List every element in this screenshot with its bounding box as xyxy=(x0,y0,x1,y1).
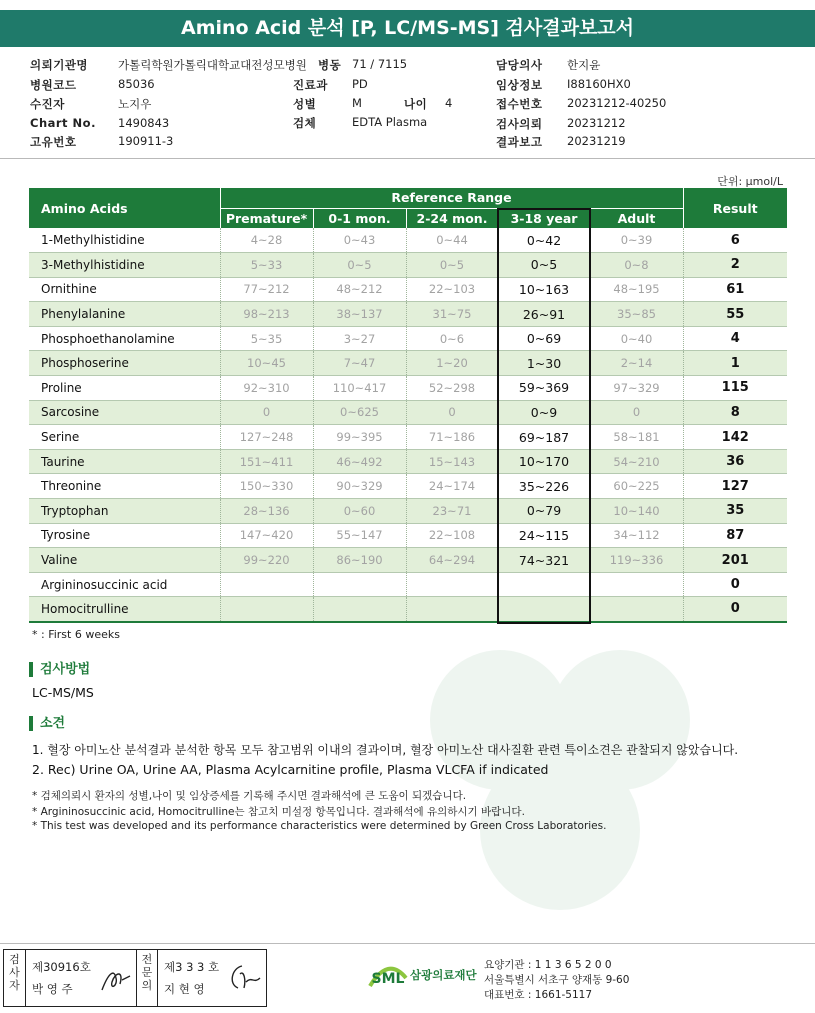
reference-range-adult: 58~181 xyxy=(590,425,683,450)
reference-range-m0-1: 46~492 xyxy=(313,449,406,474)
institution-label: 의뢰기관명 xyxy=(30,58,89,72)
result-value: 36 xyxy=(683,449,787,474)
note-1: * 검체의뢰시 환자의 성별,나이 및 임상증세를 기록해 주시면 결과해석에 큰 도움이 되겠습니다. xyxy=(32,790,467,802)
table-row xyxy=(29,228,787,253)
reference-range-premature: 4~28 xyxy=(220,228,313,253)
reference-range-m0-1: 0~625 xyxy=(313,400,406,425)
note-3: * This test was developed and its performance characteristics were determined by Green Cross Laboratories. xyxy=(32,820,607,832)
premature-footnote: * : First 6 weeks xyxy=(32,628,120,641)
amino-acid-table xyxy=(29,188,787,623)
result-value: 115 xyxy=(683,376,787,401)
reference-range-y3-18: 35~226 xyxy=(498,474,590,499)
reference-range-m2-24: 22~108 xyxy=(406,523,498,548)
receipt-value: 20231212-40250 xyxy=(567,96,667,110)
reference-range-premature: 147~420 xyxy=(220,523,313,548)
result-value: 0 xyxy=(683,597,787,622)
receipt-label: 접수번호 xyxy=(496,97,543,111)
doctor-value: 한지윤 xyxy=(567,58,601,72)
table-row xyxy=(29,548,787,573)
result-value: 87 xyxy=(683,523,787,548)
reference-range-premature: 5~35 xyxy=(220,326,313,351)
reference-range-m0-1 xyxy=(313,597,406,622)
amino-acid-name: 1-Methylhistidine xyxy=(29,228,220,253)
amino-acid-table-body xyxy=(29,228,787,622)
result-value: 55 xyxy=(683,302,787,327)
result-value: 4 xyxy=(683,326,787,351)
reference-range-m0-1: 99~395 xyxy=(313,425,406,450)
reference-range-m2-24: 52~298 xyxy=(406,376,498,401)
tester-name: 박 영 주 xyxy=(32,982,73,996)
opinion-line-1: 1. 혈장 아미노산 분석결과 분석한 항목 모두 참고범위 이내의 결과이며, 혈장 아미노산 대사질환 관련 특이소견은 관찰되지 않았습니다. xyxy=(32,743,739,757)
reference-range-y3-18: 10~170 xyxy=(498,449,590,474)
hospital-code-value: 85036 xyxy=(118,77,155,91)
examinee-value: 노지우 xyxy=(118,97,152,111)
specialist-signature-icon xyxy=(224,960,264,996)
reference-range-adult: 34~112 xyxy=(590,523,683,548)
amino-acid-name: Ornithine xyxy=(29,277,220,302)
reference-range-premature: 99~220 xyxy=(220,548,313,573)
reference-range-m2-24 xyxy=(406,597,498,622)
report-title: Amino Acid 분석 [P, LC/MS-MS] 검사결과보고서 xyxy=(0,10,815,47)
table-row xyxy=(29,376,787,401)
reference-range-adult: 48~195 xyxy=(590,277,683,302)
reference-range-adult: 2~14 xyxy=(590,351,683,376)
method-title: 검사방법 xyxy=(29,662,90,677)
clinical-value: I88160HX0 xyxy=(567,77,631,91)
reference-range-m0-1: 0~5 xyxy=(313,253,406,278)
lab-phone: 대표번호 : 1661-5117 xyxy=(484,989,593,1001)
reference-range-y3-18: 26~91 xyxy=(498,302,590,327)
reference-range-y3-18: 1~30 xyxy=(498,351,590,376)
result-value: 142 xyxy=(683,425,787,450)
request-label: 검사의뢰 xyxy=(496,117,543,131)
result-value: 8 xyxy=(683,400,787,425)
amino-acid-name: Serine xyxy=(29,425,220,450)
table-row xyxy=(29,474,787,499)
reference-range-m0-1: 55~147 xyxy=(313,523,406,548)
reference-range-y3-18: 0~42 xyxy=(498,228,590,253)
report-value: 20231219 xyxy=(567,134,626,148)
report-label: 결과보고 xyxy=(496,135,543,149)
reference-range-m2-24: 0 xyxy=(406,400,498,425)
reference-range-m2-24: 15~143 xyxy=(406,449,498,474)
reference-range-adult: 35~85 xyxy=(590,302,683,327)
reference-range-adult: 0 xyxy=(590,400,683,425)
reference-range-premature: 5~33 xyxy=(220,253,313,278)
table-row xyxy=(29,449,787,474)
reference-range-y3-18 xyxy=(498,572,590,597)
reference-range-m0-1: 7~47 xyxy=(313,351,406,376)
result-value: 2 xyxy=(683,253,787,278)
col-header-amino: Amino Acids xyxy=(29,188,220,228)
unique-value: 190911-3 xyxy=(118,134,174,148)
ward-label: 병동 xyxy=(318,58,342,72)
specimen-value: EDTA Plasma xyxy=(352,115,428,129)
chart-value: 1490843 xyxy=(118,116,170,130)
reference-range-m2-24: 0~5 xyxy=(406,253,498,278)
sub-header-0-1-mon: 0-1 mon. xyxy=(313,208,406,228)
reference-range-premature: 0 xyxy=(220,400,313,425)
amino-acid-name: Proline xyxy=(29,376,220,401)
table-row xyxy=(29,425,787,450)
opinion-line-2: 2. Rec) Urine OA, Urine AA, Plasma Acylcarnitine profile, Plasma VLCFA if indicated xyxy=(32,762,549,777)
table-row xyxy=(29,400,787,425)
reference-range-adult: 60~225 xyxy=(590,474,683,499)
sub-header-premature: Premature* xyxy=(220,208,313,228)
result-value: 201 xyxy=(683,548,787,573)
table-row xyxy=(29,499,787,524)
amino-acid-name: Valine xyxy=(29,548,220,573)
table-row xyxy=(29,277,787,302)
request-value: 20231212 xyxy=(567,116,626,130)
reference-range-premature: 92~310 xyxy=(220,376,313,401)
result-value: 6 xyxy=(683,228,787,253)
amino-acid-name: Homocitrulline xyxy=(29,597,220,622)
reference-range-premature: 10~45 xyxy=(220,351,313,376)
tester-vertical-label: 검사자 xyxy=(4,950,26,1006)
reference-range-adult: 97~329 xyxy=(590,376,683,401)
header-divider xyxy=(0,158,815,159)
table-row xyxy=(29,597,787,622)
table-row xyxy=(29,326,787,351)
reference-range-m2-24: 71~186 xyxy=(406,425,498,450)
institution-value: 가톨릭학원가톨릭대학교대전성모병원 xyxy=(118,58,307,72)
examinee-label: 수진자 xyxy=(30,97,65,111)
dept-value: PD xyxy=(352,77,368,91)
specialist-license: 제3 3 3 호 xyxy=(164,960,220,974)
reference-range-premature: 77~212 xyxy=(220,277,313,302)
reference-range-m2-24: 23~71 xyxy=(406,499,498,524)
reference-range-m2-24: 1~20 xyxy=(406,351,498,376)
tester-signature-icon xyxy=(98,964,134,996)
reference-range-m0-1: 3~27 xyxy=(313,326,406,351)
amino-acid-name: Phosphoethanolamine xyxy=(29,326,220,351)
result-value: 127 xyxy=(683,474,787,499)
reference-range-y3-18: 74~321 xyxy=(498,548,590,573)
reference-range-m2-24: 0~44 xyxy=(406,228,498,253)
reference-range-y3-18: 0~69 xyxy=(498,326,590,351)
footer-divider xyxy=(0,943,815,944)
amino-acid-name: 3-Methylhistidine xyxy=(29,253,220,278)
sub-header-adult: Adult xyxy=(590,208,683,228)
sub-header-2-24-mon: 2-24 mon. xyxy=(406,208,498,228)
reference-range-m2-24: 64~294 xyxy=(406,548,498,573)
age-value: 4 xyxy=(445,96,453,110)
unique-label: 고유번호 xyxy=(30,135,77,149)
amino-acid-name: Threonine xyxy=(29,474,220,499)
amino-acid-name: Tryptophan xyxy=(29,499,220,524)
specialist-vertical-label: 전문의 xyxy=(136,950,158,1006)
unit-label: 단위: μmol/L xyxy=(717,175,783,188)
reference-range-y3-18: 0~9 xyxy=(498,400,590,425)
reference-range-y3-18: 0~79 xyxy=(498,499,590,524)
reference-range-adult: 0~39 xyxy=(590,228,683,253)
reference-range-adult: 0~40 xyxy=(590,326,683,351)
sml-logo-text: SML xyxy=(371,971,405,987)
sex-label: 성별 xyxy=(293,97,317,111)
clinical-label: 임상정보 xyxy=(496,78,543,92)
reference-range-premature: 151~411 xyxy=(220,449,313,474)
reference-range-m0-1: 0~43 xyxy=(313,228,406,253)
reference-range-y3-18: 59~369 xyxy=(498,376,590,401)
table-row xyxy=(29,523,787,548)
amino-acid-name: Phenylalanine xyxy=(29,302,220,327)
reference-range-m0-1: 0~60 xyxy=(313,499,406,524)
result-value: 1 xyxy=(683,351,787,376)
table-row xyxy=(29,302,787,327)
sub-header-3-18-year: 3-18 year xyxy=(498,208,590,228)
reference-range-m0-1: 48~212 xyxy=(313,277,406,302)
reference-range-adult: 54~210 xyxy=(590,449,683,474)
lab-address: 서울특별시 서초구 양재동 9-60 xyxy=(484,974,630,986)
reference-range-premature xyxy=(220,572,313,597)
reference-range-premature: 98~213 xyxy=(220,302,313,327)
reference-range-m2-24 xyxy=(406,572,498,597)
ward-value: 71 / 7115 xyxy=(352,57,408,71)
reference-range-y3-18: 24~115 xyxy=(498,523,590,548)
reference-range-y3-18: 69~187 xyxy=(498,425,590,450)
hospital-code-label: 병원코드 xyxy=(30,78,77,92)
table-row xyxy=(29,572,787,597)
lab-code: 요양기관 : 1 1 3 6 5 2 0 0 xyxy=(484,959,612,971)
table-row xyxy=(29,351,787,376)
reference-range-m0-1: 90~329 xyxy=(313,474,406,499)
reference-range-m0-1: 110~417 xyxy=(313,376,406,401)
sml-logo-icon xyxy=(366,956,410,996)
note-2: * Argininosuccinic acid, Homocitrulline는 참고치 미설정 항목입니다. 결과해석에 유의하시기 바랍니다. xyxy=(32,806,525,818)
reference-range-adult: 10~140 xyxy=(590,499,683,524)
specialist-name: 지 현 영 xyxy=(164,982,205,996)
amino-acid-name: Argininosuccinic acid xyxy=(29,572,220,597)
reference-range-adult: 0~8 xyxy=(590,253,683,278)
reference-range-y3-18 xyxy=(498,597,590,622)
table-row xyxy=(29,253,787,278)
sex-value: M xyxy=(352,96,362,110)
reference-range-premature: 150~330 xyxy=(220,474,313,499)
watermark-graphic xyxy=(380,620,740,940)
reference-range-premature xyxy=(220,597,313,622)
reference-range-m2-24: 24~174 xyxy=(406,474,498,499)
specimen-label: 검체 xyxy=(293,116,317,130)
amino-acid-name: Sarcosine xyxy=(29,400,220,425)
amino-acid-name: Phosphoserine xyxy=(29,351,220,376)
reference-range-premature: 28~136 xyxy=(220,499,313,524)
result-value: 61 xyxy=(683,277,787,302)
amino-acid-name: Taurine xyxy=(29,449,220,474)
opinion-title: 소견 xyxy=(29,716,65,731)
result-value: 0 xyxy=(683,572,787,597)
reference-range-m2-24: 0~6 xyxy=(406,326,498,351)
doctor-label: 담당의사 xyxy=(496,58,543,72)
result-value: 35 xyxy=(683,499,787,524)
method-value: LC-MS/MS xyxy=(32,685,94,700)
dept-label: 진료과 xyxy=(293,78,328,92)
col-header-reference: Reference Range xyxy=(220,188,683,208)
reference-range-adult: 119~336 xyxy=(590,548,683,573)
reference-range-m2-24: 22~103 xyxy=(406,277,498,302)
reference-range-adult xyxy=(590,572,683,597)
chart-label: Chart No. xyxy=(30,116,96,130)
reference-range-y3-18: 0~5 xyxy=(498,253,590,278)
reference-range-m2-24: 31~75 xyxy=(406,302,498,327)
reference-range-m0-1: 38~137 xyxy=(313,302,406,327)
col-header-result: Result xyxy=(683,188,787,228)
patient-info xyxy=(0,0,815,160)
reference-range-m0-1 xyxy=(313,572,406,597)
amino-acid-name: Tyrosine xyxy=(29,523,220,548)
reference-range-y3-18: 10~163 xyxy=(498,277,590,302)
sml-org-name: 삼광의료재단 xyxy=(410,968,477,982)
signature-box xyxy=(3,949,267,1007)
reference-range-m0-1: 86~190 xyxy=(313,548,406,573)
reference-range-adult xyxy=(590,597,683,622)
reference-range-premature: 127~248 xyxy=(220,425,313,450)
tester-license: 제30916호 xyxy=(32,960,91,974)
age-label: 나이 xyxy=(404,97,428,111)
